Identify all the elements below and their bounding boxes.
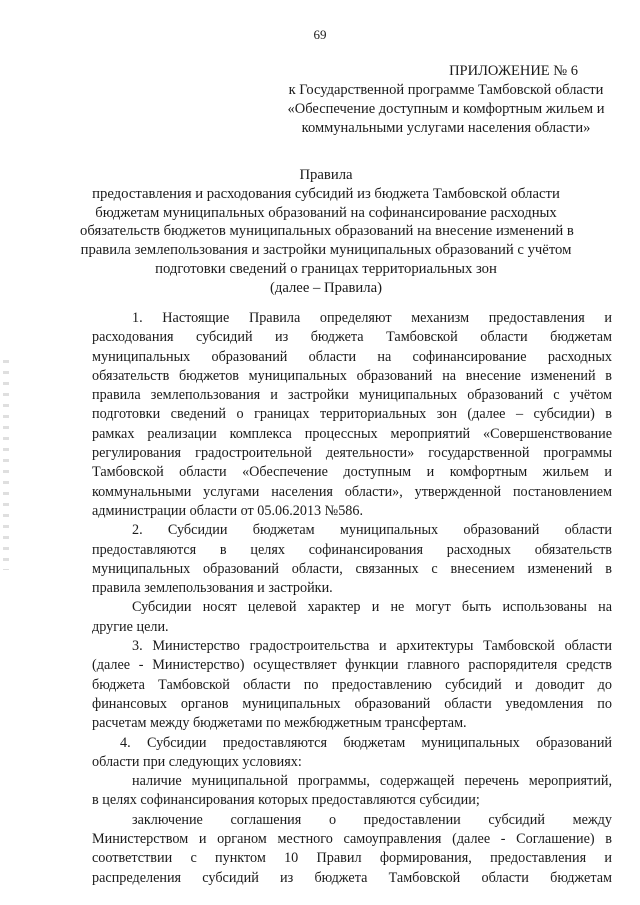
text-line: правила землепользования и застройки муниципальных образований с учётом <box>92 387 612 404</box>
text-line: Министерством и органом местного самоуправления (далее - Соглашение) в <box>92 831 612 848</box>
paragraph-1 <box>92 309 612 521</box>
text-line: Тамбовской области «Обеспечение доступным и комфортным жильем и <box>92 464 612 481</box>
condition-agreement <box>92 811 612 888</box>
text-line: муниципальных образований области на софинансирование расходных <box>92 348 612 365</box>
text-line: 1. Настоящие Правила определяют механизм предоставления и <box>132 310 612 326</box>
text-line: расходования субсидий из бюджета Тамбовской области бюджетам <box>92 329 612 346</box>
text-line: финансовых органов муниципальных образований области уведомления по <box>92 695 612 712</box>
appendix-line: коммунальными услугами населения области» <box>301 120 591 136</box>
text-line: соответствии с пунктом 10 Правил формирования, предоставления и <box>92 850 612 867</box>
paragraph-4 <box>92 734 612 773</box>
text-line: администрации области от 05.06.2013 №586. <box>92 502 364 519</box>
text-line: 4. Субсидии предоставляются бюджетам муниципальных образований <box>120 734 612 751</box>
text-line: муниципальных образований области, связанных с внесением изменений в <box>92 560 612 577</box>
text-line: заключение соглашения о предоставлении субсидий между <box>132 811 612 828</box>
text-line: Субсидии носят целевой характер и не могут быть использованы на <box>132 599 612 616</box>
appendix-header <box>270 62 622 138</box>
text-line: правила землепользования и застройки. <box>92 580 333 597</box>
rules-title-line: бюджетам муниципальных образований на софинансирование расходных <box>95 204 557 221</box>
scan-margin-marks <box>3 360 9 570</box>
rules-title-line: правила землепользования и застройки муниципальных образований с учётом <box>80 242 572 259</box>
text-line: 3. Министерство градостроительства и архитектуры Тамбовской области <box>132 638 612 655</box>
text-line: обязательств бюджетов муниципальных образований на внесение изменений в <box>92 367 612 384</box>
document-body <box>92 309 612 888</box>
appendix-title: ПРИЛОЖЕНИЕ № 6 <box>449 63 578 79</box>
text-line: бюджета Тамбовской области по предоставлению субсидий и доводит до <box>92 676 612 693</box>
paragraph-2 <box>92 521 612 598</box>
text-line: распределения субсидий из бюджета Тамбовской области бюджетам <box>92 869 612 886</box>
text-line: регулирования градостроительной деятельности» государственной программы <box>92 445 612 462</box>
paragraph-3 <box>92 637 612 733</box>
text-line: расчетам между бюджетами по межбюджетным трансфертам. <box>92 715 467 732</box>
page-number: 69 <box>313 27 327 42</box>
text-line: предоставляются в целях софинансирования расходных обязательств <box>92 541 612 558</box>
rules-title-line: предоставления и расходования субсидий из бюджета Тамбовской области <box>92 185 560 202</box>
text-line: рамках реализации комплекса процессных мероприятий «Совершенствование <box>92 425 612 442</box>
text-line: наличие муниципальной программы, содержащей перечень мероприятий, <box>132 773 612 790</box>
rules-title <box>80 166 572 298</box>
text-line: другие цели. <box>92 618 169 635</box>
appendix-line: к Государственной программе Тамбовской области <box>288 82 604 98</box>
rules-title-line: подготовки сведений о границах территориальных зон <box>155 260 497 277</box>
paragraph-2-continued <box>92 598 612 637</box>
text-line: коммунальными услугами населения области», утвержденной постановлением <box>92 483 612 500</box>
condition-municipal-program <box>92 772 612 811</box>
text-line: в целях софинансирования которых предоставляются субсидии; <box>92 792 480 809</box>
rules-heading: Правила <box>299 167 353 183</box>
rules-title-line: обязательств бюджетов муниципальных образований на внесение изменений в <box>80 223 574 240</box>
text-line: (далее - Министерство) осуществляет функции главного распорядителя средств <box>92 657 612 674</box>
text-line: подготовки сведений о границах территориальных зон (далее – субсидии) в <box>92 406 612 423</box>
text-line: 2. Субсидии бюджетам муниципальных образований области <box>132 522 612 539</box>
rules-title-line: (далее – Правила) <box>269 279 383 296</box>
appendix-line: «Обеспечение доступным и комфортным жильем и <box>287 101 605 117</box>
text-line: области при следующих условиях: <box>92 753 302 770</box>
